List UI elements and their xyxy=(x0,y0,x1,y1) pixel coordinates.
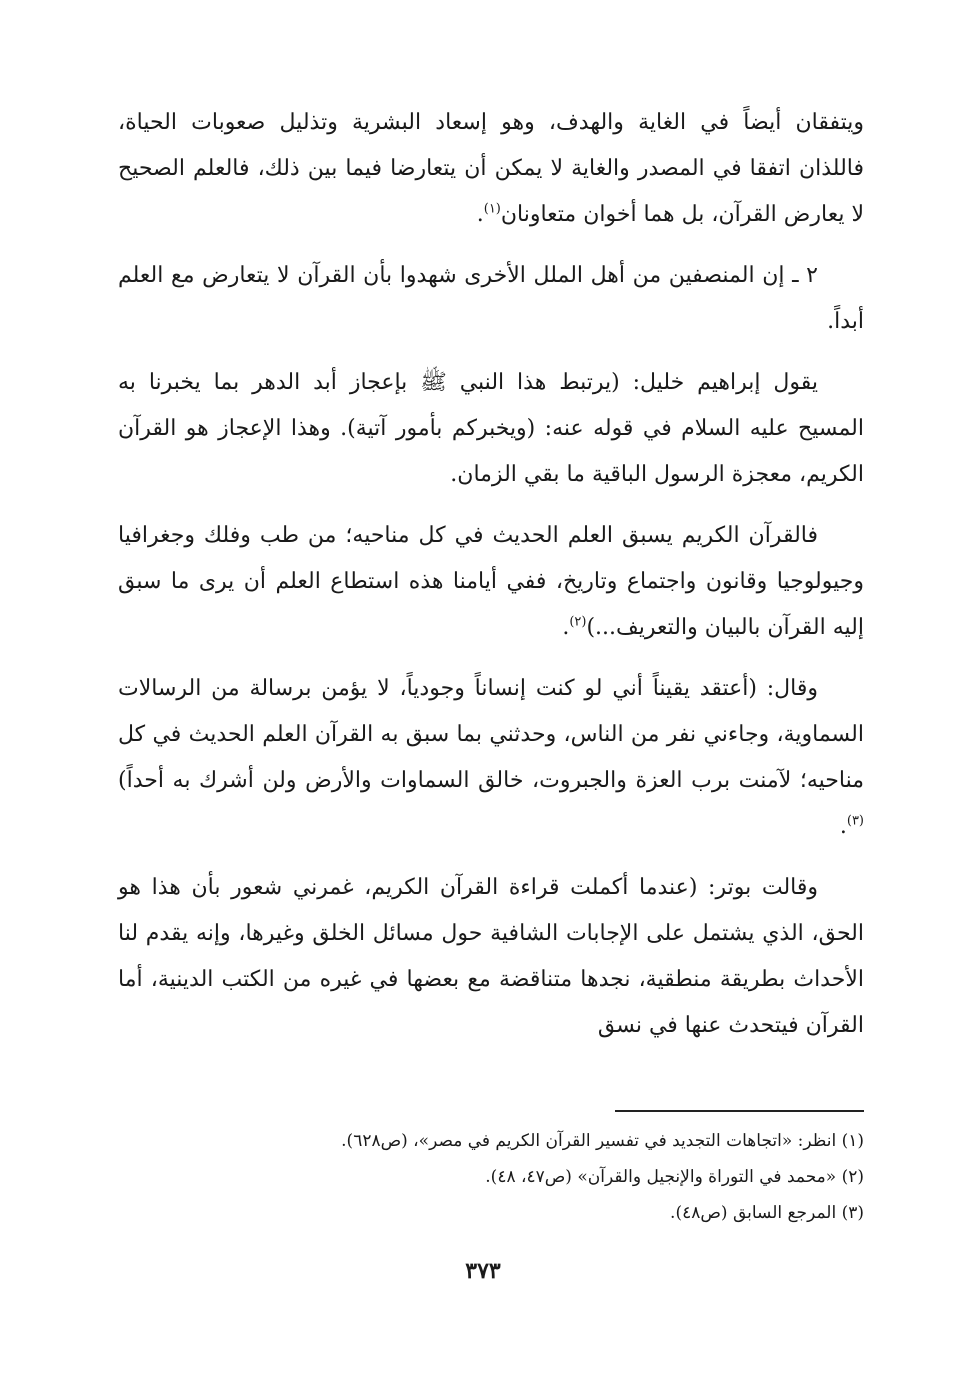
paragraph-2-text: ٢ ـ إن المنصفين من أهل الملل الأخرى شهدوا بأن القرآن لا يتعارض مع العلم أبداً. xyxy=(118,263,864,334)
paragraph-5 xyxy=(118,666,864,850)
paragraph-5-text: وقال: (أعتقد يقيناً أني لو كنت إنساناً وجودياً، لا يؤمن برسالة من الرسالات السماوية، وجاءني نفر من الناس، وحدثني بما سبق به القرآن العلم الحديث في كل مناحيه؛ لآمنت برب العزة والجبروت، خالق السماوات والأرض ولن أشرك به أحداً) xyxy=(118,676,864,793)
paragraph-1-tail: . xyxy=(476,202,484,227)
paragraph-4 xyxy=(118,513,864,651)
paragraph-4-tail: . xyxy=(562,615,570,640)
paragraph-5-tail: . xyxy=(839,814,847,839)
footnote-3: (٣) المرجع السابق (ص٤٨). xyxy=(670,1203,864,1223)
paragraph-4-text: فالقرآن الكريم يسبق العلم الحديث في كل مناحيه؛ من طب وفلك وجغرافيا وجيولوجيا وقانون واجتماع وتاريخ، ففي أيامنا هذه استطاع العلم أن يرى ما سبق إليه القرآن بالبيان والتعريف...) xyxy=(118,523,864,640)
main-text xyxy=(118,100,864,1064)
paragraph-1-text: ويتفقان أيضاً في الغاية والهدف، وهو إسعاد البشرية وتذليل صعوبات الحياة، فاللذان اتفقا في المصدر والغاية لا يمكن أن يتعارضا فيما بين ذلك، فالعلم الصحيح لا يعارض القرآن، بل هما أخوان متعاونان xyxy=(118,110,864,227)
paragraph-6-text: وقالت بوتر: (عندما أكملت قراءة القرآن الكريم، غمرني شعور بأن هذا هو الحق، الذي يشتمل على الإجابات الشافية حول مسائل الخلق وغيرها، وإنه يقدم لنا الأحداث بطريقة منطقية، نجدها متناقضة مع بعضها في غيره من الكتب الدينية، أما القرآن فيتحدث عنها في نسق xyxy=(118,875,864,1038)
footnote-ref-1: (١) xyxy=(483,201,501,217)
paragraph-3-text: يقول إبراهيم خليل: (يرتبط هذا النبي ﷺ بإعجاز أبد الدهر بما يخبرنا به المسيح عليه السلام في قوله عنه: (ويخبركم بأمور آتية). وهذا الإعجاز هو القرآن الكريم، معجزة الرسول الباقية ما بقي الزمان. xyxy=(118,370,864,487)
page-number: ٣٧٣ xyxy=(465,1258,501,1284)
footnote-ref-2: (٢) xyxy=(569,614,587,630)
paragraph-3 xyxy=(118,360,864,498)
paragraph-2 xyxy=(118,253,864,345)
footnotes xyxy=(300,1123,864,1231)
paragraph-6 xyxy=(118,865,864,1049)
footnote-divider xyxy=(615,1110,864,1112)
footnote-1: (١) انظر: «اتجاهات التجديد في تفسير القرآن الكريم في مصر»، (ص٦٢٨). xyxy=(341,1131,864,1151)
footnote-2: (٢) «محمد في التوراة والإنجيل والقرآن» (ص٤٧، ٤٨). xyxy=(485,1167,864,1187)
footnote-ref-3: (٣) xyxy=(846,813,864,829)
paragraph-1 xyxy=(118,100,864,238)
